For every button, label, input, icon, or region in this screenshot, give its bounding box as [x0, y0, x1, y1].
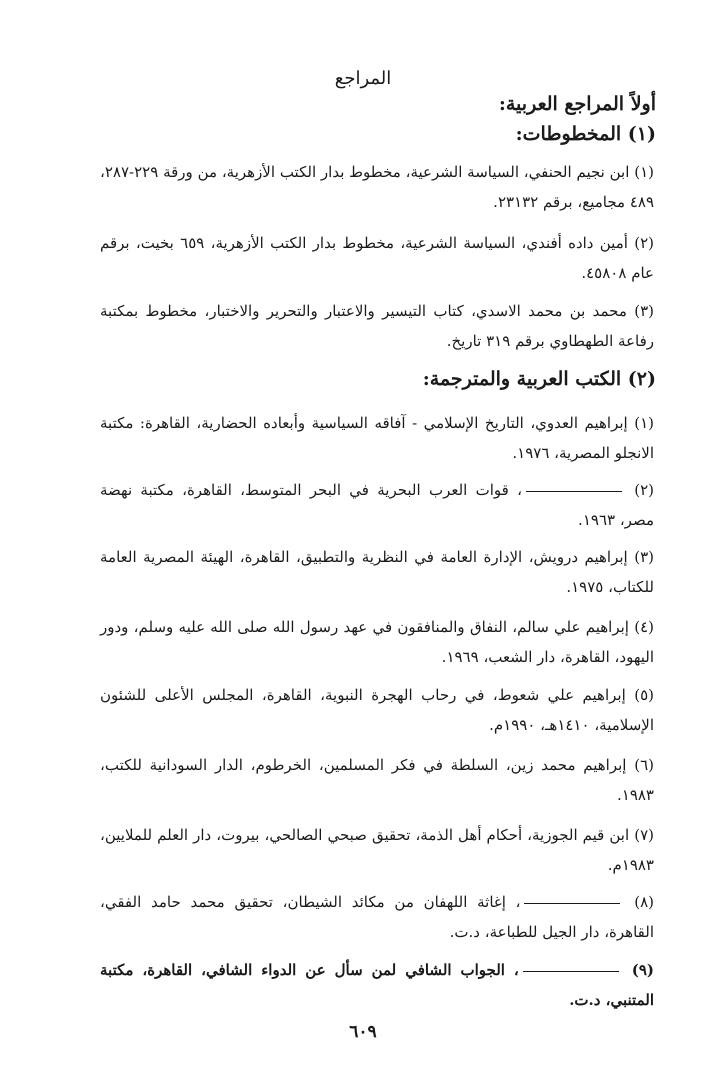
book-entry-4: [100, 612, 654, 672]
book-entry-6: [100, 750, 654, 810]
entry-text: ، قوات العرب البحرية في البحر المتوسط، القاهرة، مكتبة نهضة مصر، ١٩٦٣.: [100, 481, 654, 529]
entry-number: (١): [634, 163, 654, 181]
book-entry-9: [100, 955, 654, 1015]
entry-number: (٦): [634, 756, 654, 774]
entry-text: ، إغاثة اللهفان من مكائد الشيطان، تحقيق محمد حامد الفقي، القاهرة، دار الجيل للطباعة، د.ت.: [100, 893, 654, 941]
book-entry-3: [100, 542, 654, 602]
page-title: المراجع: [334, 68, 392, 89]
entry-number: (٢): [634, 481, 654, 499]
entry-text: إبراهيم العدوي، التاريخ الإسلامي - آفاقه السياسية وأبعاده الحضارية، القاهرة: مكتبة الانجلو المصرية، ١٩٧٦.: [100, 414, 654, 462]
repeat-author-dash: [523, 971, 619, 972]
entry-number: (٢): [634, 234, 654, 252]
entry-number: (٩): [631, 961, 654, 979]
repeat-author-dash: [526, 491, 622, 492]
entry-text: إبراهيم درويش، الإدارة العامة في النظرية والتطبيق، القاهرة، الهيئة المصرية العامة للكتاب، ١٩٧٥.: [100, 548, 654, 596]
entry-text: إبراهيم علي شعوط، في رحاب الهجرة النبوية، القاهرة، المجلس الأعلى للشئون الإسلامية، ١٤١٠هـ، ١٩٩٠م.: [100, 686, 654, 734]
entry-text: ابن نجيم الحنفي، السياسة الشرعية، مخطوط بدار الكتب الأزهرية، من ورقة ٢٢٩-٢٨٧، ٤٨٩ مجاميع، برقم ٢٣١٣٢.: [100, 163, 654, 211]
entry-number: (٧): [634, 826, 654, 844]
entry-number: (٣): [634, 548, 654, 566]
entry-text: إبراهيم علي سالم، النفاق والمنافقون في عهد رسول الله صلى الله عليه وسلم، ودور اليهود، القاهرة، دار الشعب، ١٩٦٩.: [100, 618, 654, 666]
entry-text: إبراهيم محمد زين، السلطة في فكر المسلمين، الخرطوم، الدار السودانية للكتب، ١٩٨٣.: [100, 756, 654, 804]
entry-number: (١): [634, 414, 654, 432]
page-number: ٦٠٩: [349, 1022, 377, 1042]
entry-number: (٣): [634, 302, 654, 320]
section-heading-arabic-references: أولاً المراجع العربية:: [498, 93, 656, 115]
book-entry-5: [100, 680, 654, 740]
section-heading-books: (٢) الكتب العربية والمترجمة:: [422, 368, 656, 390]
book-entry-7: [100, 820, 654, 880]
entry-text: أمين داده أفندي، السياسة الشرعية، مخطوط بدار الكتب الأزهرية، ٦٥٩ بخيت، برقم عام ٤٥٨٠٨.: [100, 234, 654, 282]
manuscript-entry-3: [100, 296, 654, 356]
entry-number: (٥): [634, 686, 654, 704]
book-entry-2: [100, 475, 654, 535]
book-entry-8: [100, 887, 654, 947]
entry-text: محمد بن محمد الاسدي، كتاب التيسير والاعتبار والتحرير والاختبار، مخطوط بمكتبة رفاعة الطهطاوي برقم ٣١٩ تاريخ.: [100, 302, 654, 350]
book-entry-1: [100, 408, 654, 468]
entry-number: (٨): [634, 893, 654, 911]
manuscript-entry-1: [100, 157, 654, 217]
manuscript-entry-2: [100, 228, 654, 288]
entry-text: ابن قيم الجوزية، أحكام أهل الذمة، تحقيق صبحي الصالحي، بيروت، دار العلم للملايين، ١٩٨٣م.: [100, 826, 654, 874]
entry-number: (٤): [634, 618, 654, 636]
section-heading-manuscripts: (١) المخطوطات:: [515, 123, 656, 145]
repeat-author-dash: [524, 903, 620, 904]
entry-text: ، الجواب الشافي لمن سأل عن الدواء الشافي، القاهرة، مكتبة المتنبي، د.ت.: [100, 961, 654, 1009]
